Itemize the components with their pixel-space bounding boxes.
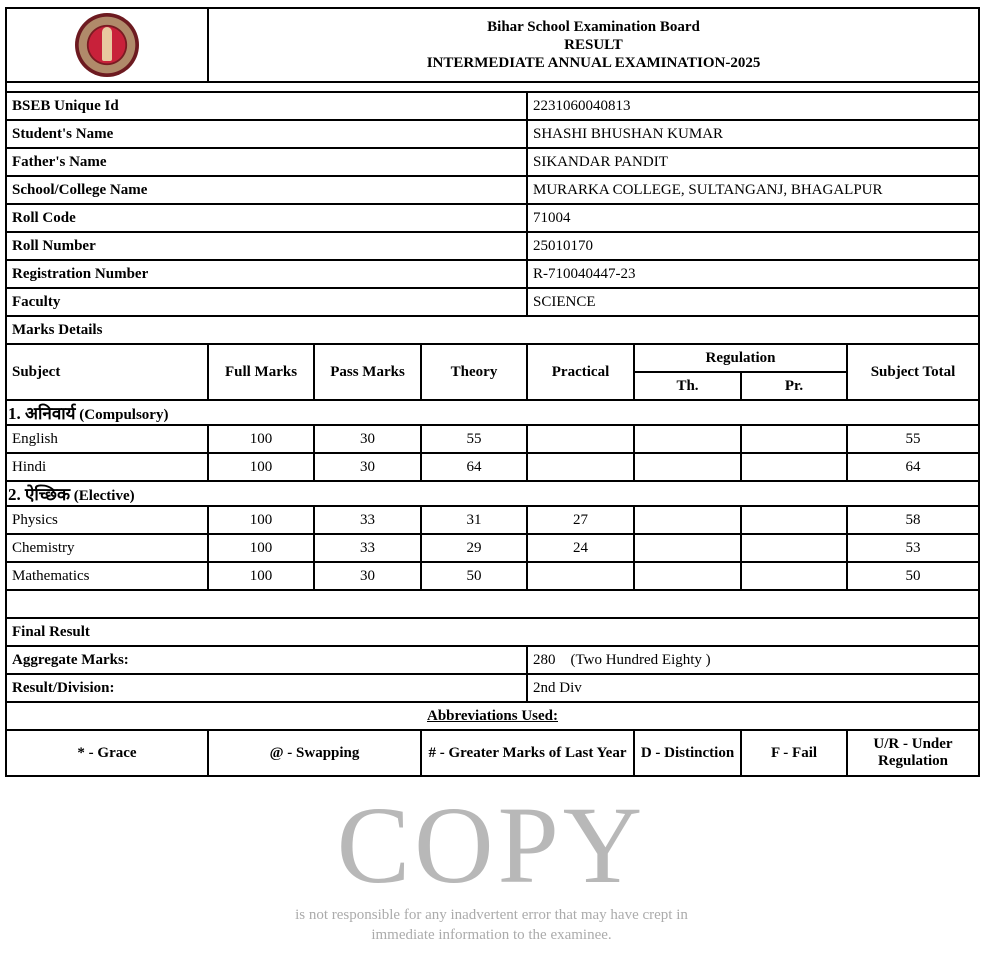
cell-practical: [527, 562, 634, 590]
blank-row: [6, 590, 979, 618]
abbr-fail: F - Fail: [741, 730, 847, 776]
cell-theory: 64: [421, 453, 527, 481]
section-english: (Compulsory): [79, 407, 169, 423]
aggregate-value: [527, 646, 979, 674]
aggregate-number: 280: [533, 651, 556, 668]
copy-watermark: COPY: [336, 784, 647, 906]
info-row: [6, 260, 979, 288]
abbr-distinction: D - Distinction: [634, 730, 741, 776]
cell-pr: [741, 506, 847, 534]
section-english: (Elective): [73, 488, 135, 504]
col-theory: Theory: [421, 344, 527, 400]
section-hindi: 2. ऐच्छिक: [8, 485, 71, 504]
info-label: Father's Name: [6, 148, 527, 176]
subject-row: [6, 534, 979, 562]
cell-practical: 24: [527, 534, 634, 562]
abbr-greater-marks: # - Greater Marks of Last Year: [421, 730, 634, 776]
cell-th: [634, 534, 741, 562]
exam-name: INTERMEDIATE ANNUAL EXAMINATION-2025: [426, 55, 761, 71]
cell-pr: [741, 425, 847, 453]
info-value: SCIENCE: [527, 288, 979, 316]
col-practical: Practical: [527, 344, 634, 400]
info-label: School/College Name: [6, 176, 527, 204]
info-value: R-710040447-23: [527, 260, 979, 288]
aggregate-label: Aggregate Marks:: [6, 646, 527, 674]
cell-pr: [741, 562, 847, 590]
cell-total: 55: [847, 425, 979, 453]
cell-th: [634, 453, 741, 481]
info-value: SHASHI BHUSHAN KUMAR: [527, 120, 979, 148]
info-value: MURARKA COLLEGE, SULTANGANJ, BHAGALPUR: [527, 176, 979, 204]
logo-cell: [6, 8, 208, 82]
subject-row: [6, 562, 979, 590]
cell-full: 100: [208, 506, 314, 534]
subject-row: [6, 425, 979, 453]
result-table: [5, 7, 980, 777]
aggregate-words: (Two Hundred Eighty ): [570, 651, 711, 668]
abbr-swapping: @ - Swapping: [208, 730, 421, 776]
section-heading: [6, 400, 979, 425]
abbreviations-title: Abbreviations Used:: [6, 702, 979, 730]
cell-subject: Physics: [6, 506, 208, 534]
cell-full: 100: [208, 453, 314, 481]
col-subject: Subject: [6, 344, 208, 400]
cell-subject: Hindi: [6, 453, 208, 481]
info-label: Faculty: [6, 288, 527, 316]
doc-title: RESULT: [564, 37, 623, 53]
cell-th: [634, 562, 741, 590]
cell-pass: 33: [314, 506, 421, 534]
cell-total: 53: [847, 534, 979, 562]
final-result-title: Final Result: [6, 618, 979, 646]
info-label: Student's Name: [6, 120, 527, 148]
info-value: 71004: [527, 204, 979, 232]
info-value: 2231060040813: [527, 92, 979, 120]
info-value: SIKANDAR PANDIT: [527, 148, 979, 176]
info-row: [6, 148, 979, 176]
info-row: [6, 92, 979, 120]
subject-row: [6, 506, 979, 534]
section-hindi: 1. अनिवार्य: [8, 404, 76, 423]
cell-pass: 30: [314, 562, 421, 590]
info-label: Roll Code: [6, 204, 527, 232]
info-value: 25010170: [527, 232, 979, 260]
disclaimer-watermark-1: is not responsible for any inadvertent error that may have crept in: [295, 907, 688, 923]
subject-row: [6, 453, 979, 481]
cell-th: [634, 506, 741, 534]
board-name: Bihar School Examination Board: [487, 19, 700, 35]
cell-subject: Chemistry: [6, 534, 208, 562]
cell-pass: 33: [314, 534, 421, 562]
info-label: BSEB Unique Id: [6, 92, 527, 120]
info-row: [6, 232, 979, 260]
section-heading: [6, 481, 979, 506]
info-row: [6, 176, 979, 204]
info-row: [6, 204, 979, 232]
cell-practical: [527, 425, 634, 453]
cell-full: 100: [208, 425, 314, 453]
result-label: Result/Division:: [6, 674, 527, 702]
cell-practical: [527, 453, 634, 481]
cell-pr: [741, 534, 847, 562]
col-reg-pr: Pr.: [741, 372, 847, 400]
cell-pass: 30: [314, 453, 421, 481]
cell-theory: 31: [421, 506, 527, 534]
cell-practical: 27: [527, 506, 634, 534]
cell-theory: 55: [421, 425, 527, 453]
info-row: [6, 120, 979, 148]
cell-pr: [741, 453, 847, 481]
cell-total: 58: [847, 506, 979, 534]
col-pass-marks: Pass Marks: [314, 344, 421, 400]
spacer: [6, 82, 979, 92]
cell-subject: Mathematics: [6, 562, 208, 590]
bseb-logo: [75, 13, 139, 77]
header-title: [208, 8, 979, 82]
cell-theory: 29: [421, 534, 527, 562]
result-value: 2nd Div: [527, 674, 979, 702]
col-subject-total: Subject Total: [847, 344, 979, 400]
info-label: Roll Number: [6, 232, 527, 260]
abbr-under-regulation: U/R - Under Regulation: [847, 730, 979, 776]
watermark-area: [5, 785, 978, 955]
marks-title: Marks Details: [6, 316, 979, 344]
cell-total: 64: [847, 453, 979, 481]
col-regulation: Regulation: [634, 344, 847, 372]
cell-full: 100: [208, 534, 314, 562]
info-row: [6, 288, 979, 316]
cell-subject: English: [6, 425, 208, 453]
cell-theory: 50: [421, 562, 527, 590]
cell-th: [634, 425, 741, 453]
cell-total: 50: [847, 562, 979, 590]
disclaimer-watermark-2: immediate information to the examinee.: [371, 927, 612, 943]
abbr-grace: * - Grace: [6, 730, 208, 776]
cell-pass: 30: [314, 425, 421, 453]
cell-full: 100: [208, 562, 314, 590]
col-full-marks: Full Marks: [208, 344, 314, 400]
info-label: Registration Number: [6, 260, 527, 288]
col-reg-th: Th.: [634, 372, 741, 400]
